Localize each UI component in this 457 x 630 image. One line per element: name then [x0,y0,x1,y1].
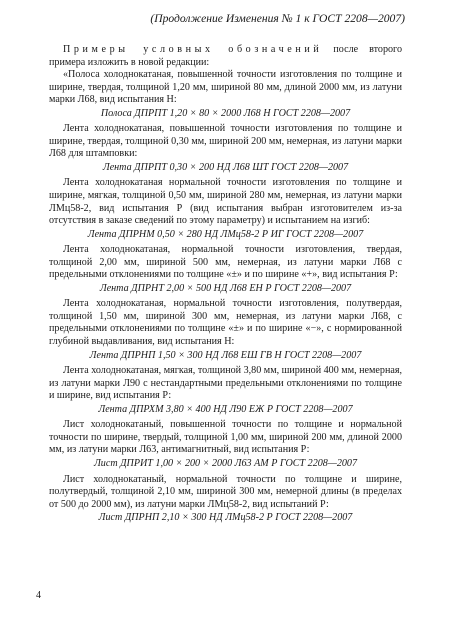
entry-2-text: Лента холоднокатаная, повышенной точности изготовления по толщине и ширине, твердая, толщиной 0,30 мм, шириной 200 мм, немерная, из латуни марки Л68 для штамповки: [49,123,402,160]
entry-5-designation: Лента ДПРНП 1,50 × 300 НД Л68 ЕШ ГВ Н ГОСТ 2208—2007 [89,349,362,361]
entry-3-designation: Лента ДПРНМ 0,50 × 280 НД ЛМц58-2 Р ИГ ГОСТ 2208—2007 [87,228,364,240]
entry-6-designation: Лента ДПРХМ 3,80 × 400 НД Л90 ЕЖ Р ГОСТ 2208—2007 [98,403,353,415]
entry-4-designation: Лента ДПРНТ 2,00 × 500 НД Л68 ЕН Р ГОСТ 2208—2007 [99,282,352,294]
entry-1-designation: Полоса ДПРПТ 1,20 × 80 × 2000 Л68 Н ГОСТ 2208—2007 [100,107,351,119]
entry-8-text: Лист холоднокатаный, нормальной точности по толщине и ширине, полутвердый, толщиной 2,10 мм, шириной 300 мм, немерной длины (в пределах от 500 до 2000 мм), из латуни марки ЛМц58-2, вид испытаний Р: [49,473,402,510]
entry-8-designation: Лист ДПРНП 2,10 × 300 НД ЛМц58-2 Р ГОСТ 2208—2007 [98,512,353,524]
intro-paragraph [49,44,402,69]
entry-3-text: Лента холоднокатаная нормальной точности изготовления по толщине и ширине, мягкая, толщиной 0,50 мм, шириной 280 мм, немерная, из латуни марки ЛМц58-2, вид испытания Р (вид испытания выбран изготовителем из-за отсутствия в заказе сведений по этому параметру) и испытанием на изгиб: [49,177,402,227]
entry-5-text: Лента холоднокатаная, нормальной точности изготовления, полутвердая, толщиной 1,50 мм, шириной 300 мм, немерная, из латуни марки Л68, с предельными отклонениями по толщине «±» и по ширине «−», с нормированной глубиной выдавливания, вид испытания Н: [49,298,402,348]
entry-2-designation: Лента ДПРПТ 0,30 × 200 НД Л68 ШТ ГОСТ 2208—2007 [102,161,349,173]
entry-7-text: Лист холоднокатаный, повышенной точности по толщине и нормальной точности по ширине, твердый, толщиной 1,00 мм, шириной 200 мм, длиной 2000 мм, из латуни марки Л63, антимагнитный, вид испытания Р: [49,419,402,456]
page-number: 4 [36,590,41,601]
examples-label: Примеры условных обозначений [63,44,323,55]
document-body [49,44,402,528]
entry-7-designation: Лист ДПРИТ 1,00 × 200 × 2000 Л63 АМ Р ГОСТ 2208—2007 [93,457,358,469]
entry-6-text: Лента холоднокатаная, мягкая, толщиной 3,80 мм, шириной 400 мм, немерная, из латуни марки Л90 с нестандартными предельными отклонениями по толщине и ширине, вид испытания Р: [49,365,402,402]
page-header: (Продолжение Изменения № 1 к ГОСТ 2208—2007) [150,12,405,25]
entry-1-text: «Полоса холоднокатаная, повышенной точности изготовления по толщине и ширине, твердая, толщиной 1,20 мм, шириной 80 мм, длиной 2000 мм, из латуни марки Л68, вид испытания Н: [49,69,402,106]
intro-text: после второго примера изложить в новой редакции: [49,44,402,68]
entry-4-text: Лента холоднокатаная, нормальной точности изготовления, твердая, толщиной 2,00 мм, шириной 500 мм, немерная, из латуни марки Л68 с предельными отклонениями по толщине «±» и по ширине «+», вид испытания Р: [49,244,402,281]
